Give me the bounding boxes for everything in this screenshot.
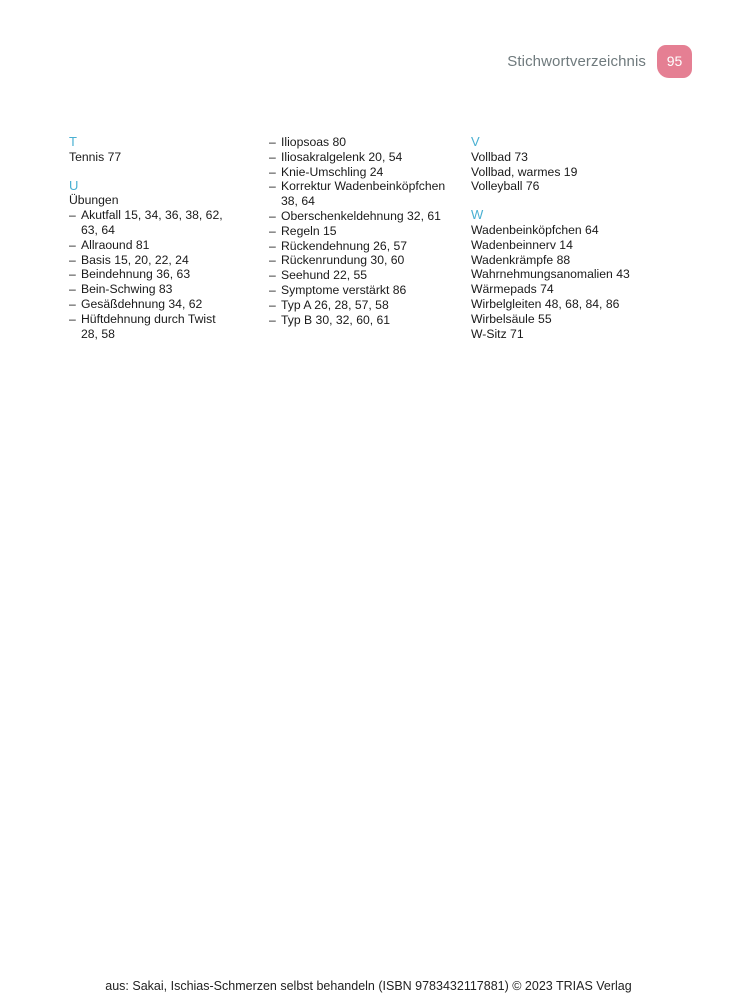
- index-subentry: [269, 239, 451, 254]
- index-subentry: [69, 253, 249, 268]
- index-subentry: [269, 179, 451, 209]
- index-subentry: [69, 297, 249, 312]
- index-section-v: [471, 135, 671, 194]
- index-column-3: [471, 135, 671, 341]
- index-entry: Wirbelsäule 55: [471, 311, 552, 326]
- index-letter-heading: V: [471, 134, 480, 149]
- subentry-text: Knie-Umschling 24: [281, 164, 384, 179]
- subentry-text: Typ B 30, 32, 60, 61: [281, 312, 391, 327]
- index-subentry: [69, 238, 249, 253]
- index-subentry: [69, 267, 249, 282]
- dash-marker: –: [269, 253, 276, 268]
- index-letter-heading: T: [69, 134, 77, 149]
- dash-marker: –: [269, 164, 276, 179]
- index-entry: Wadenbeinnerv 14: [471, 237, 573, 252]
- index-subentry: [69, 208, 249, 238]
- dash-marker: –: [269, 297, 276, 312]
- index-entry: Wadenbeinköpfchen 64: [471, 222, 599, 237]
- index-subentry: [269, 253, 451, 268]
- dash-marker: –: [69, 237, 76, 252]
- index-section-w: [471, 208, 671, 341]
- subentry-text: Regeln 15: [281, 223, 337, 238]
- dash-marker: –: [69, 296, 76, 311]
- source-footer: aus: Sakai, Ischias-Schmerzen selbst behandeln (ISBN 9783432117881) © 2023 TRIAS Verlag: [105, 979, 632, 993]
- index-entry: W-Sitz 71: [471, 326, 524, 341]
- subentry-text: Typ A 26, 28, 57, 58: [281, 297, 389, 312]
- subentry-text: Allraound 81: [81, 237, 150, 252]
- index-subentry: [269, 165, 451, 180]
- index-entry: Vollbad 73: [471, 149, 528, 164]
- index-subentry: [269, 283, 451, 298]
- dash-marker: –: [269, 268, 276, 283]
- subentry-text: Symptome verstärkt 86: [281, 282, 407, 297]
- subentry-continuation: 63, 64: [81, 222, 115, 237]
- dash-marker: –: [69, 252, 76, 267]
- dash-marker: –: [269, 149, 276, 164]
- page-number: 95: [666, 53, 683, 69]
- dash-marker: –: [269, 312, 276, 327]
- index-column-1: [69, 135, 249, 341]
- dash-marker: –: [269, 179, 276, 194]
- subentry-text: Rückenrundung 30, 60: [281, 253, 405, 268]
- section-title: Stichwortverzeichnis: [507, 53, 646, 70]
- subentry-continuation: 28, 58: [81, 326, 115, 341]
- index-entry: Wahrnehmungsanomalien 43: [471, 267, 630, 282]
- index-entry: Wirbelgleiten 48, 68, 84, 86: [471, 296, 620, 311]
- subentry-text: Bein-Schwing 83: [81, 282, 173, 297]
- subentry-text: Akutfall 15, 34, 36, 38, 62,: [81, 208, 223, 223]
- index-subentry: [269, 209, 451, 224]
- dash-marker: –: [269, 282, 276, 297]
- subentry-text: Basis 15, 20, 22, 24: [81, 252, 189, 267]
- index-subentry: [269, 313, 451, 328]
- subentry-text: Beindehnung 36, 63: [81, 267, 191, 282]
- index-letter-heading: U: [69, 177, 79, 193]
- index-entry: Vollbad, warmes 19: [471, 164, 578, 179]
- index-subentry: [269, 298, 451, 313]
- dash-marker: –: [269, 208, 276, 223]
- subentry-text: Rückendehnung 26, 57: [281, 238, 408, 253]
- dash-marker: –: [269, 238, 276, 253]
- subentry-text: Hüftdehnung durch Twist: [81, 311, 216, 326]
- subentry-text: Gesäßdehnung 34, 62: [81, 296, 203, 311]
- dash-marker: –: [269, 135, 276, 149]
- subentry-text: Iliopsoas 80: [281, 135, 347, 149]
- index-entry: Volleyball 76: [471, 179, 540, 194]
- index-section-u: [69, 179, 249, 342]
- subentry-text: Oberschenkeldehnung 32, 61: [281, 208, 441, 223]
- index-subentry: [269, 224, 451, 239]
- index-entry: Wadenkrämpfe 88: [471, 252, 571, 267]
- dash-marker: –: [69, 311, 76, 326]
- index-column-2: [269, 135, 451, 327]
- subentry-text: Seehund 22, 55: [281, 268, 368, 283]
- dash-marker: –: [69, 282, 76, 297]
- index-entry: Übungen: [69, 193, 119, 208]
- index-subentry: [269, 150, 451, 165]
- dash-marker: –: [269, 223, 276, 238]
- index-subentry: [69, 312, 249, 342]
- dash-marker: –: [69, 267, 76, 282]
- index-subentry: [269, 135, 451, 150]
- subentry-text: Korrektur Wadenbeinköpfchen: [281, 179, 446, 194]
- page-number-tab: [657, 45, 692, 78]
- index-letter-heading: W: [471, 207, 484, 223]
- subentry-text: Iliosakralgelenk 20, 54: [281, 149, 403, 164]
- index-subentry: [69, 282, 249, 297]
- index-entry: Wärmepads 74: [471, 282, 554, 297]
- subentry-continuation: 38, 64: [281, 194, 315, 209]
- dash-marker: –: [69, 208, 76, 223]
- index-subentry: [269, 268, 451, 283]
- index-entry: Tennis 77: [69, 149, 122, 164]
- index-section-u-continued: [269, 135, 451, 327]
- index-section-t: [69, 135, 249, 165]
